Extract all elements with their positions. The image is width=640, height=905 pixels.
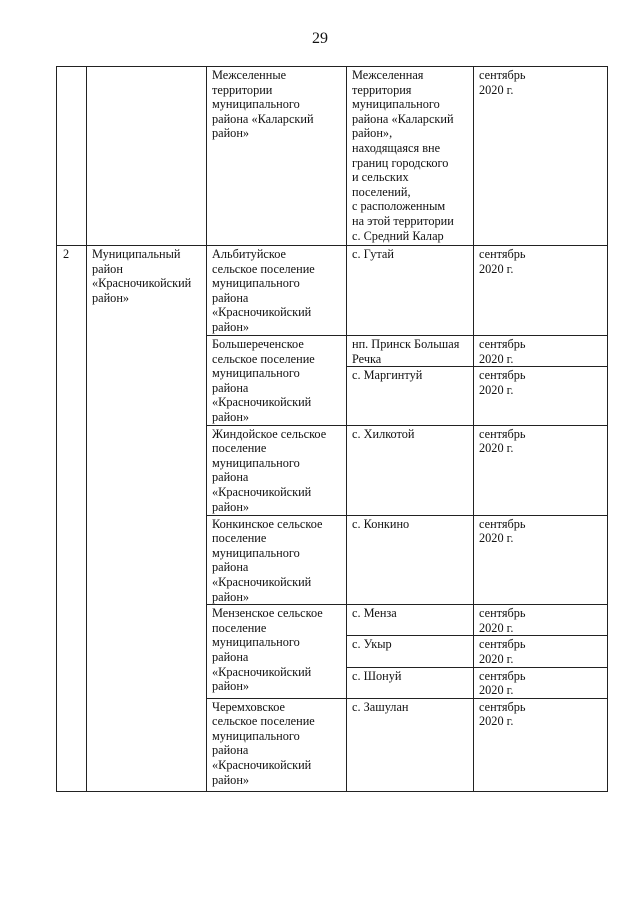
locality-cell: с. Зашулан xyxy=(347,698,474,791)
date-cell: сентябрь 2020 г. xyxy=(474,636,608,667)
page-number: 29 xyxy=(312,30,328,47)
locality-cell: с. Менза xyxy=(347,605,474,636)
settlement-cell: Конкинское сельское поселение муниципального района «Красночикойский район» xyxy=(207,515,347,605)
locality-cell: с. Укыр xyxy=(347,636,474,667)
row-number-cell xyxy=(57,67,87,246)
date-cell: сентябрь 2020 г. xyxy=(474,367,608,425)
settlement-cell: Мензенское сельское поселение муниципального района «Красночикойский район» xyxy=(207,605,347,699)
settlement-cell: Большереченское сельское поселение муниципального района «Красночикойский район» xyxy=(207,336,347,426)
table-row xyxy=(57,246,608,336)
date-cell: сентябрь 2020 г. xyxy=(474,425,608,515)
locality-cell: с. Конкино xyxy=(347,515,474,605)
date-cell: сентябрь 2020 г. xyxy=(474,667,608,698)
locality-cell: с. Маргинтуй xyxy=(347,367,474,425)
locality-cell: нп. Принск Большая Речка xyxy=(347,336,474,367)
date-cell: сентябрь 2020 г. xyxy=(474,67,608,246)
settlement-cell: Жиндойское сельское поселение муниципального района «Красночикойский район» xyxy=(207,425,347,515)
district-cell: Муниципальный район «Красночикойский район» xyxy=(87,246,207,792)
settlement-cell: Межселенные территории муниципального района «Каларский район» xyxy=(207,67,347,246)
date-cell: сентябрь 2020 г. xyxy=(474,246,608,336)
date-cell: сентябрь 2020 г. xyxy=(474,605,608,636)
locality-cell: Межселенная территория муниципального района «Каларский район», находящаяся вне границ городского и сельских поселений, с расположенным на этой территории с. Средний Калар xyxy=(347,67,474,246)
date-cell: сентябрь 2020 г. xyxy=(474,336,608,367)
district-cell xyxy=(87,67,207,246)
date-cell: сентябрь 2020 г. xyxy=(474,698,608,791)
date-cell: сентябрь 2020 г. xyxy=(474,515,608,605)
table-row xyxy=(57,67,608,246)
settlement-cell: Черемховское сельское поселение муниципального района «Красночикойский район» xyxy=(207,698,347,791)
schedule-table xyxy=(56,66,608,792)
locality-cell: с. Хилкотой xyxy=(347,425,474,515)
locality-cell: с. Шонуй xyxy=(347,667,474,698)
settlement-cell: Альбитуйское сельское поселение муниципального района «Красночикойский район» xyxy=(207,246,347,336)
row-number-cell: 2 xyxy=(57,246,87,792)
locality-cell: с. Гутай xyxy=(347,246,474,336)
